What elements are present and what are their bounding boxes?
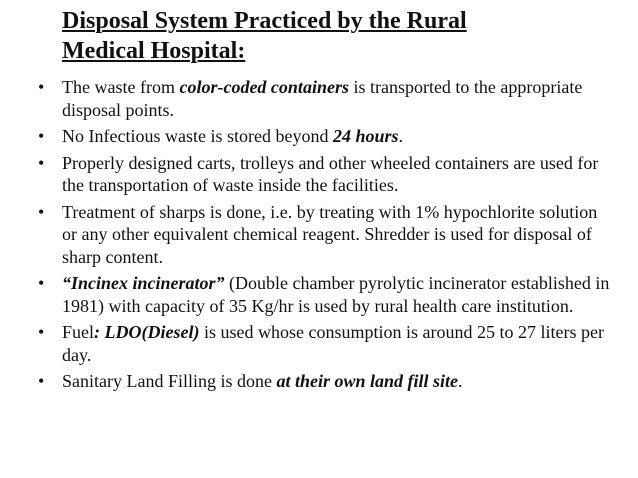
emphasis-text: : LDO(Diesel) <box>94 322 200 342</box>
emphasis-text: 24 hours <box>332 126 399 146</box>
bullet-text: . <box>458 371 463 391</box>
bullet-marker: • <box>38 371 45 391</box>
bullet-item-containers <box>38 76 610 121</box>
bullet-text: No Infectious waste is stored beyond <box>62 126 333 146</box>
bullet-text: (Double chamber pyrolytic incinerator established in 1981) with capacity of 35 Kg/hr is used by rural health care institution. <box>62 273 610 316</box>
bullet-text: Properly designed carts, trolleys and other wheeled containers are used for the transportation of waste inside the facilities. <box>62 152 599 195</box>
bullet-list <box>38 76 610 397</box>
emphasis-text: color-coded containers <box>179 77 349 97</box>
bullet-text: Sanitary Land Filling is done <box>62 371 277 391</box>
bullet-marker: • <box>38 201 45 222</box>
bullet-text: The waste from <box>62 77 180 97</box>
bullet-item-landfill <box>38 370 610 393</box>
emphasis-text: “Incinex incinerator” <box>62 273 225 293</box>
bullet-marker: • <box>38 322 45 342</box>
bullet-text: Fuel <box>62 322 95 342</box>
bullet-marker: • <box>38 77 45 97</box>
bullet-marker: • <box>38 273 45 293</box>
bullet-marker: • <box>38 126 45 146</box>
bullet-item-sharps <box>38 201 610 269</box>
bullet-item-fuel <box>38 321 610 366</box>
bullet-item-incinerator <box>38 272 610 317</box>
bullet-item-storage <box>38 125 610 148</box>
title-line-2: Medical Hospital: <box>62 38 246 64</box>
bullet-item-transport <box>38 152 610 197</box>
bullet-text: . <box>398 126 403 146</box>
title-line-1: Disposal System Practiced by the Rural <box>62 8 467 34</box>
bullet-text: is used whose consumption is around 25 to 27 liters per day. <box>62 322 604 365</box>
emphasis-text: at their own land fill site <box>276 371 459 391</box>
bullet-marker: • <box>38 152 45 173</box>
slide-title <box>62 6 602 66</box>
bullet-text: Treatment of sharps is done, i.e. by treating with 1% hypochlorite solution or any other equivalent chemical reagent. Shredder is used for disposal of sharp content. <box>62 201 598 267</box>
bullet-text: is transported to the appropriate disposal points. <box>62 77 583 120</box>
